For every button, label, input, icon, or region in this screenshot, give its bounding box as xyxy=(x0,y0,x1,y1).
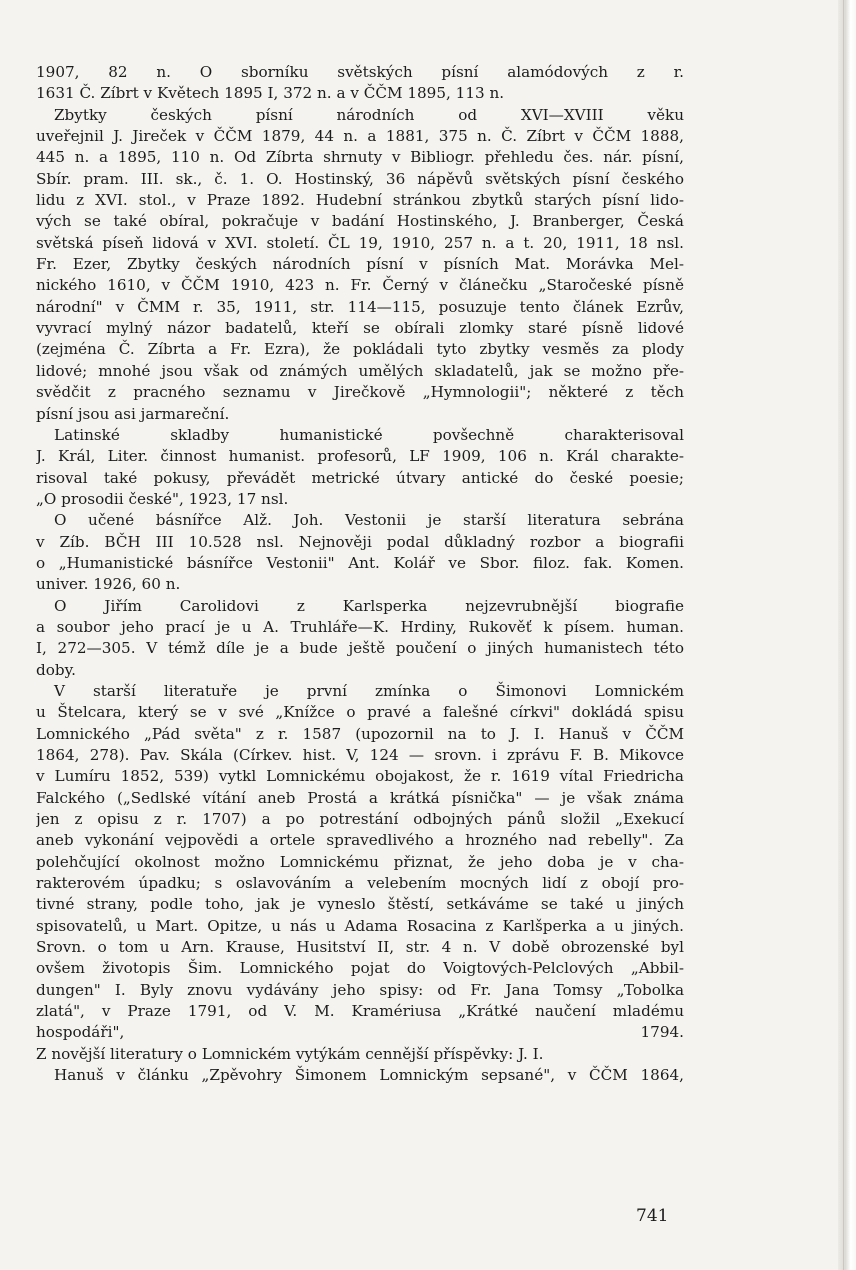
text-line: 445 n. a 1895, 110 n. Od Zíbrta shrnuty v Bibliogr. přehledu čes. nár. písní, xyxy=(36,148,684,167)
text-line: hospodáři", 1794. xyxy=(36,1023,684,1042)
page-text xyxy=(36,62,684,1087)
text-line: aneb vykonání vejpovědi a ortele spravedlivého a hrozného nad rebelly". Za xyxy=(36,831,684,850)
text-line: rakterovém úpadku; s oslavováním a velebením mocných lidí z obojí pro- xyxy=(36,874,684,893)
text-line: „O prosodii české", 1923, 17 nsl. xyxy=(36,489,289,508)
text-line: nického 1610, v ČČM 1910, 423 n. Fr. Černý v článečku „Staročeské písně xyxy=(36,276,684,295)
text-line: Sbír. pram. III. sk., č. 1. O. Hostinský, 36 nápěvů světských písní českého xyxy=(36,169,684,188)
text-line: risoval také pokusy, převádět metrické útvary antické do české poesie; xyxy=(36,468,684,487)
text-line: I, 272—305. V témž díle je a bude ještě poučení o jiných humanistech této xyxy=(36,639,684,658)
text-line: (zejména Č. Zíbrta a Fr. Ezra), že pokládali tyto zbytky vesměs za plody xyxy=(36,340,684,359)
text-line: spisovatelů, u Mart. Opitze, u nás u Adama Rosacina z Karlšperka a u jiných. xyxy=(36,916,684,935)
text-line: lidu z XVI. stol., v Praze 1892. Hudební stránkou zbytků starých písní lido- xyxy=(36,191,684,210)
page-edge-line xyxy=(843,0,844,1270)
text-line: dungen" I. Byly znovu vydávány jeho spisy: od Fr. Jana Tomsy „Tobolka xyxy=(36,980,684,999)
text-line: V starší literatuře je první zmínka o Šimonovi Lomnickém xyxy=(54,681,684,700)
text-line: 1907, 82 n. O sborníku světských písní alamódových z r. xyxy=(36,63,684,81)
text-line: u Štelcara, který se v své „Knížce o pravé a falešné církvi" dokládá spisu xyxy=(36,703,684,722)
text-line: jen z opisu z r. 1707) a po potrestání odbojných pánů složil „Exekucí xyxy=(36,810,684,829)
text-line: Z novější literatury o Lomnickém vytýkám cennější příspěvky: J. I. xyxy=(36,1044,544,1063)
text-line: O učené básnířce Alž. Joh. Vestonii je starší literatura sebrána xyxy=(54,511,684,530)
text-line: uveřejnil J. Jireček v ČČM 1879, 44 n. a 1881, 375 n. Č. Zíbrt v ČČM 1888, xyxy=(36,127,684,146)
text-line: Latinské skladby humanistické povšechně charakterisoval xyxy=(54,425,684,444)
text-line: Falckého („Sedlské vítání aneb Prostá a krátká písnička" — je však známa xyxy=(36,788,684,807)
text-line: Lomnického „Pád světa" z r. 1587 (upozornil na to J. I. Hanuš v ČČM xyxy=(36,724,684,743)
text-line: O Jiřím Carolidovi z Karlsperka nejzevrubnější biografie xyxy=(54,596,684,615)
text-line: svědčit z pracného seznamu v Jirečkově „Hymnologii"; některé z těch xyxy=(36,383,684,402)
text-line: 1864, 278). Pav. Skála (Církev. hist. V, 124 — srovn. i zprávu F. B. Mikovce xyxy=(36,746,684,764)
text-line: Fr. Ezer, Zbytky českých národních písní v písních Mat. Morávka Mel- xyxy=(36,255,684,274)
text-line: Hanuš v článku „Zpěvohry Šimonem Lomnickým sepsané", v ČČM 1864, xyxy=(54,1066,684,1085)
text-line: písní jsou asi jarmareční. xyxy=(36,404,230,423)
text-line: o „Humanistické básnířce Vestonii" Ant. Kolář ve Sbor. filoz. fak. Komen. xyxy=(36,553,684,572)
text-line: univer. 1926, 60 n. xyxy=(36,575,181,594)
text-line: vyvrací mylný názor badatelů, kteří se obírali zlomky staré písně lidové xyxy=(36,319,684,338)
text-line: polehčující okolnost možno Lomnickému přiznat, že jeho doba je v cha- xyxy=(36,852,684,871)
text-line: Zbytky českých písní národních od XVI—XVIII věku xyxy=(54,105,684,124)
text-line: J. Král, Liter. činnost humanist. profesorů, LF 1909, 106 n. Král charakte- xyxy=(36,447,684,466)
text-line: světská píseň lidová v XVI. století. ČL 19, 1910, 257 n. a t. 20, 1911, 18 nsl. xyxy=(36,233,684,252)
page-number: 741 xyxy=(636,1206,669,1226)
text-line: národní" v ČMM r. 35, 1911, str. 114—115, posuzuje tento článek Ezrův, xyxy=(36,297,684,316)
text-line: lidové; mnohé jsou však od známých umělých skladatelů, jak se možno pře- xyxy=(36,361,684,380)
text-line: Srovn. o tom u Arn. Krause, Husitství II, str. 4 n. V době obrozenské byl xyxy=(36,938,684,957)
text-line: ovšem životopis Šim. Lomnického pojat do Voigtových-Pelclových „Abbil- xyxy=(36,959,684,978)
text-line: v Lumíru 1852, 539) vytkl Lomnickému obojakost, že r. 1619 vítal Friedricha xyxy=(36,767,684,786)
text-line: zlatá", v Praze 1791, od V. M. Kramériusa „Krátké naučení mladému xyxy=(36,1002,684,1021)
text-line: 1631 Č. Zíbrt v Květech 1895 I, 372 n. a v ČČM 1895, 113 n. xyxy=(36,84,505,103)
text-line: doby. xyxy=(36,660,76,679)
text-line: a soubor jeho prací je u A. Truhláře—K. Hrdiny, Rukověť k písem. human. xyxy=(36,617,684,636)
text-line: vých se také obíral, pokračuje v badání Hostinského, J. Branberger, Česká xyxy=(36,212,684,231)
text-line: tivné strany, podle toho, jak je vyneslo štěstí, setkáváme se také u jiných xyxy=(36,895,684,914)
page-edge xyxy=(838,0,856,1270)
text-line: v Zíb. BČH III 10.528 nsl. Nejnověji podal důkladný rozbor a biografii xyxy=(36,532,684,551)
